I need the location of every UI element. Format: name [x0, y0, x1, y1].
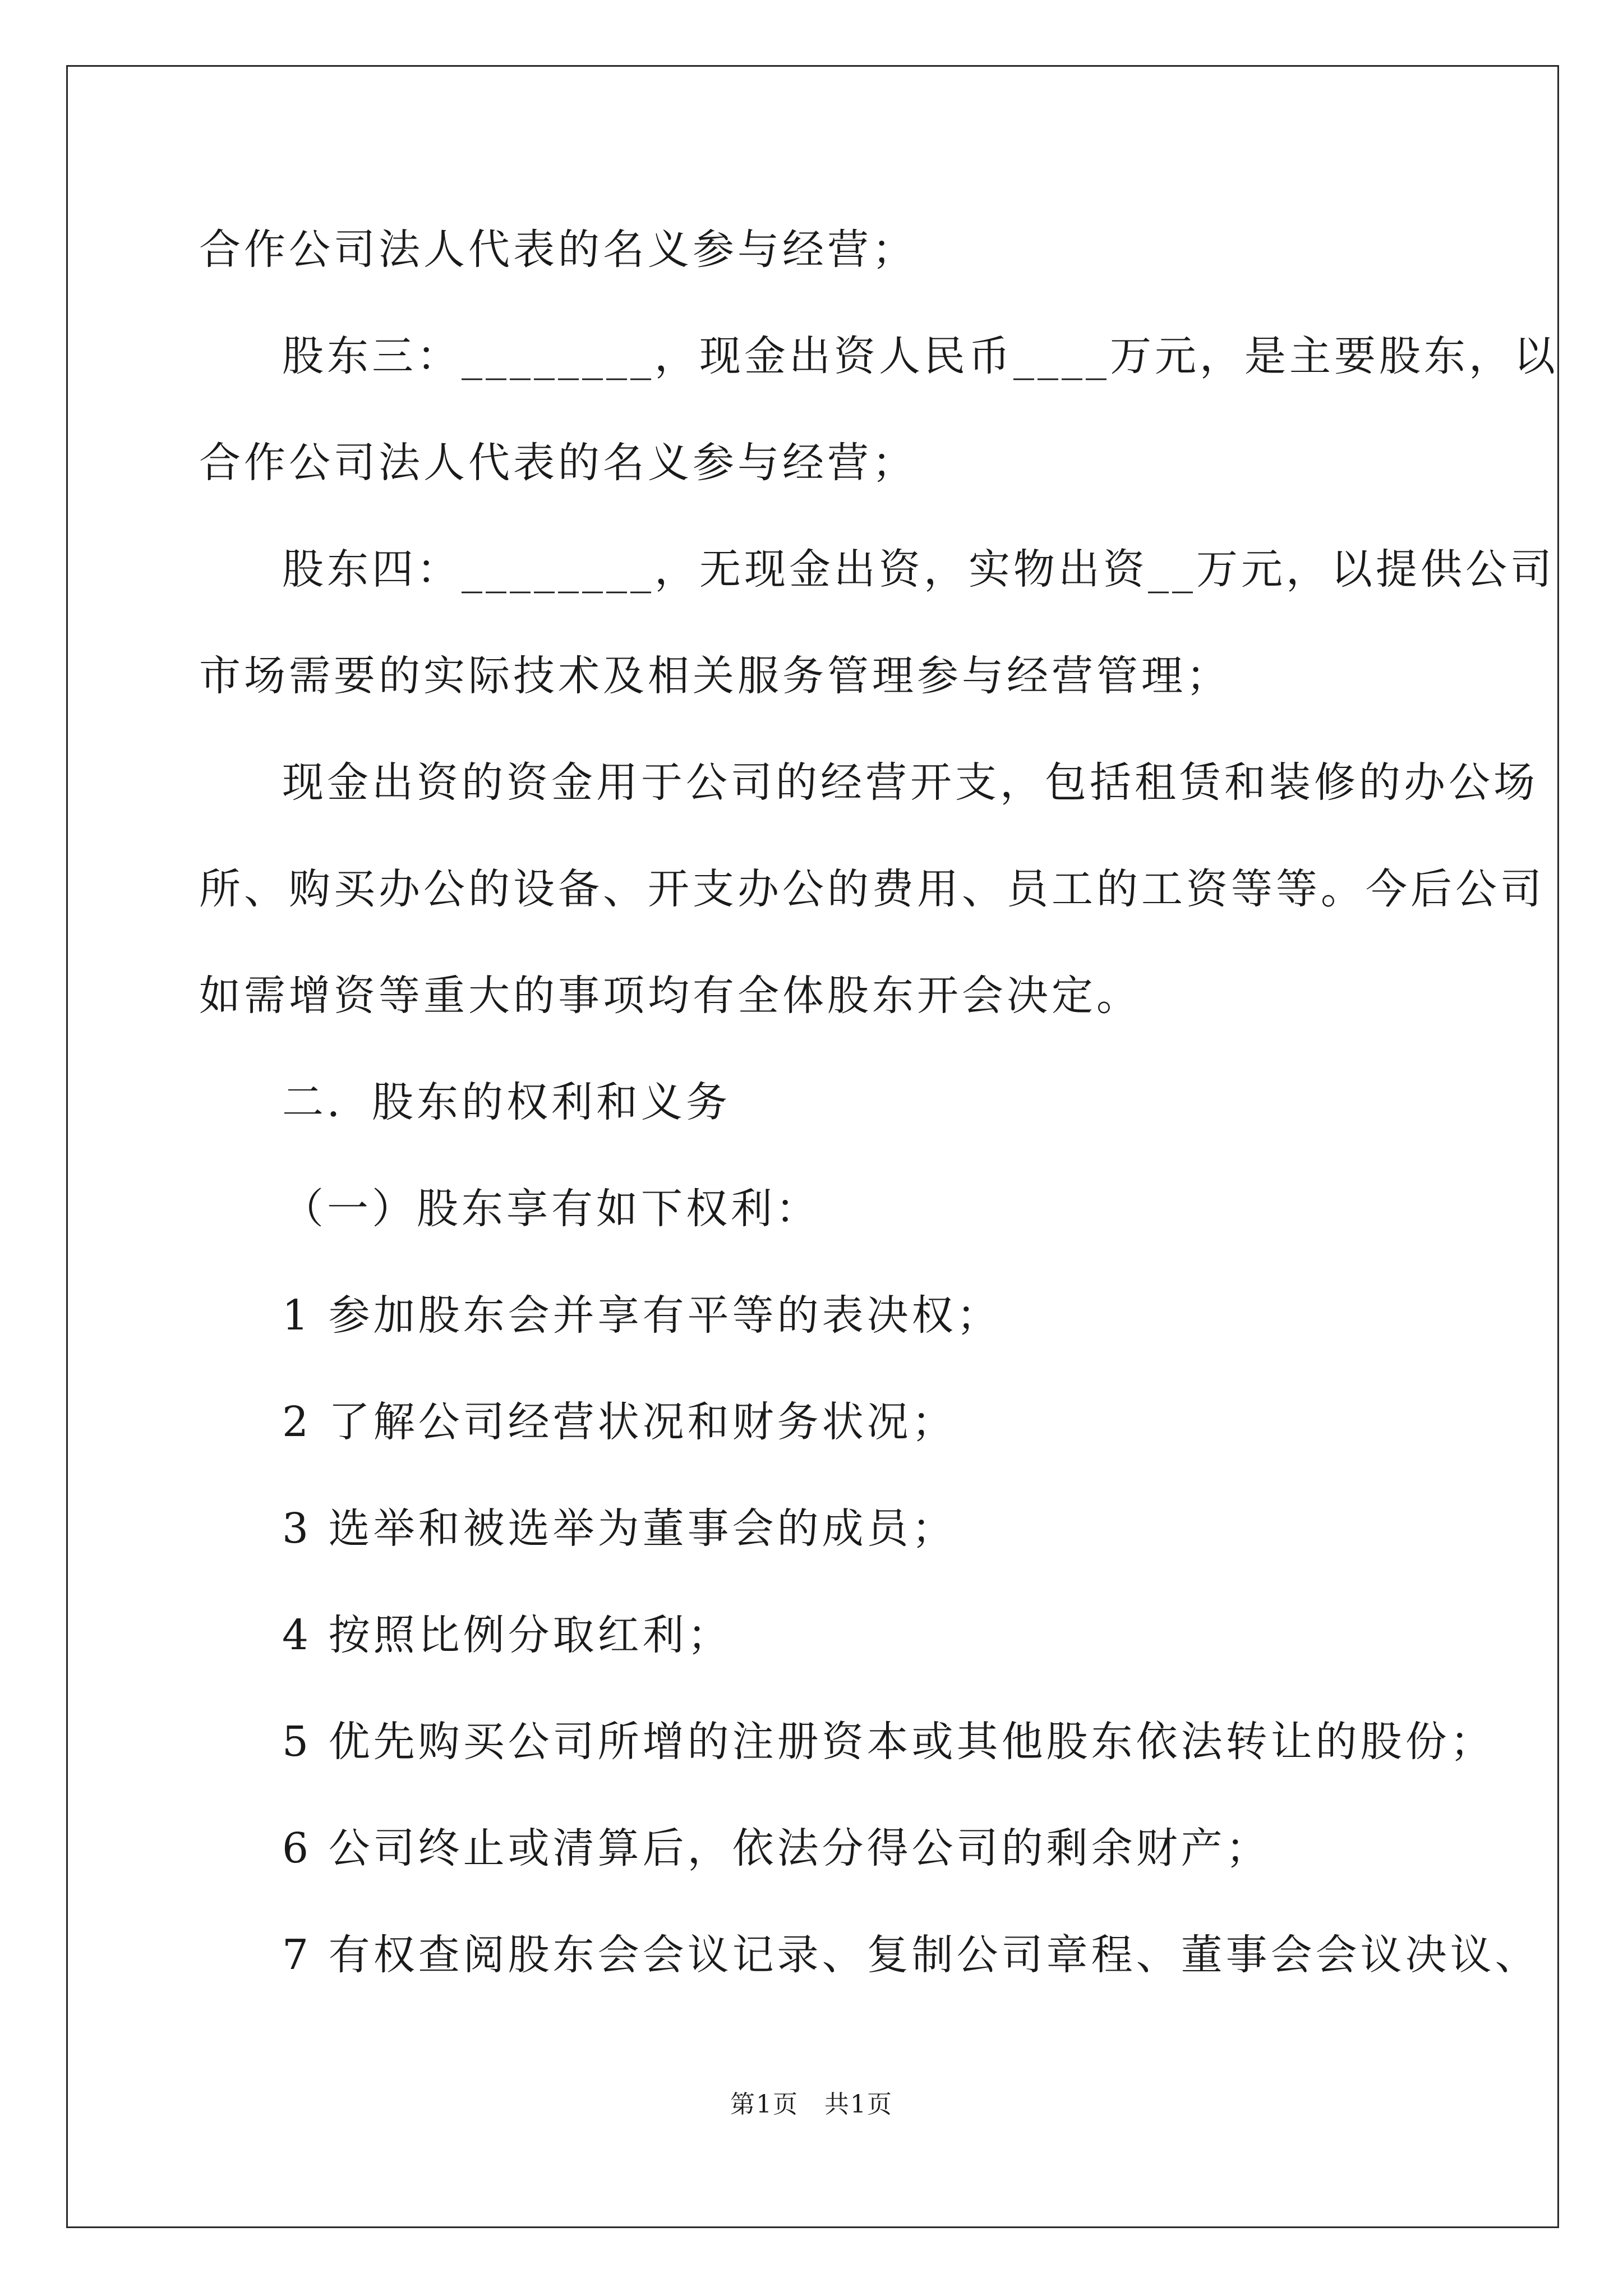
list-item: 6 公司终止或清算后，依法分得公司的剩余财产；: [282, 1824, 1271, 1872]
page-number-footer: 第1页 共1页: [730, 2090, 893, 2119]
paragraph-line: 市场需要的实际技术及相关服务管理参与经营管理；: [199, 652, 1231, 700]
paragraph-line: 如需增资等重大的事项均有全体股东开会决定。: [199, 972, 1141, 1020]
paragraph-line: 合作公司法人代表的名义参与经营；: [199, 226, 917, 274]
section-heading: 二．股东的权利和义务: [282, 1078, 731, 1126]
paragraph-line: 股东三：________，现金出资人民币____万元，是主要股东，以: [282, 332, 1559, 380]
subsection-heading: （一）股东享有如下权利：: [282, 1185, 820, 1233]
list-item: 7 有权查阅股东会会议记录、复制公司章程、董事会会议决议、: [282, 1931, 1540, 1979]
list-item: 1 参加股东会并享有平等的表决权；: [282, 1291, 1002, 1340]
page-border: [66, 65, 1559, 2228]
list-item: 2 了解公司经营状况和财务状况；: [282, 1398, 957, 1446]
list-item: 3 选举和被选举为董事会的成员；: [282, 1504, 957, 1553]
paragraph-line: 所、购买办公的设备、开支办公的费用、员工的工资等等。今后公司: [199, 865, 1545, 913]
paragraph-line: 股东四：________，无现金出资，实物出资__万元，以提供公司: [282, 545, 1555, 593]
paragraph-line: 合作公司法人代表的名义参与经营；: [199, 439, 917, 487]
paragraph-line: 现金出资的资金用于公司的经营开支，包括租赁和装修的办公场: [282, 758, 1538, 807]
list-item: 4 按照比例分取红利；: [282, 1611, 732, 1659]
list-item: 5 优先购买公司所增的注册资本或其他股东依法转让的股份；: [282, 1718, 1495, 1766]
